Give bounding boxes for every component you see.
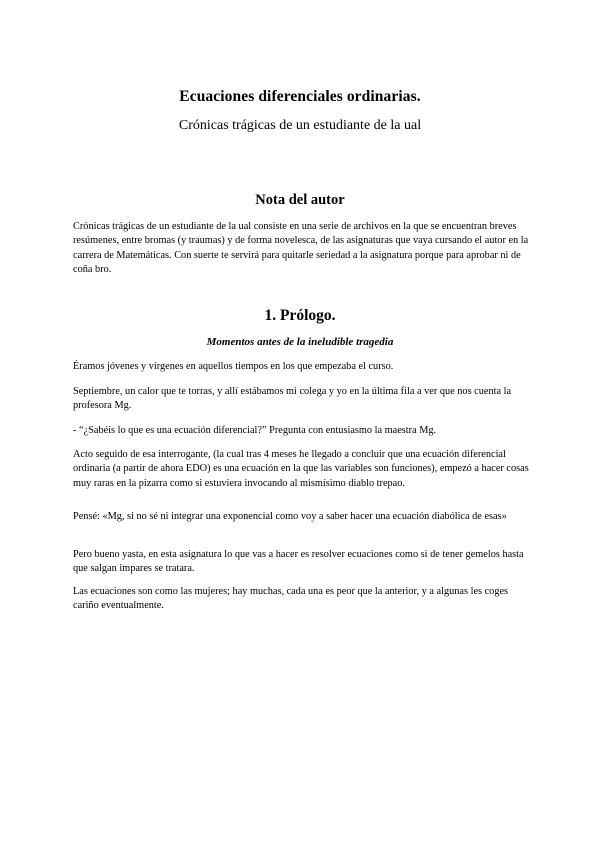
chapter-paragraph: Éramos jóvenes y vírgenes en aquellos tiempos en los que empezaba el curso. <box>73 361 394 372</box>
author-note-heading: Nota del autor <box>255 192 345 208</box>
author-note-paragraph: Crónicas trágicas de un estudiante de la ual consiste en una serie de archivos en la que se encuentran breves resúmenes, entre bromas (y traumas) y de forma novelesca, de las asignaturas que vaya cursando el autor en la carrera de Matemáticas. Con suerte te servirá para quitarle seriedad a la asignatura porque para aprobar ni de coña bro. <box>73 221 529 275</box>
chapter-paragraph: - “¿Sabéis lo que es una ecuación diferencial?” Pregunta con entusiasmo la maestra Mg. <box>73 425 437 436</box>
chapter-heading <box>0 307 600 325</box>
chapter-paragraph: Septiembre, un calor que te torras, y allí estábamos mi colega y yo en la última fila a ver que nos cuenta la profesora Mg. <box>73 386 512 412</box>
document-title: Ecuaciones diferenciales ordinarias. <box>179 88 421 105</box>
chapter-subtitle: Momentos antes de la ineludible tragedia <box>206 336 394 348</box>
chapter-paragraph: Pensé: «Mg, si no sé ni integrar una exponencial como voy a saber hacer una ecuación diabólica de esas» <box>73 511 507 522</box>
chapter-paragraph: Pero bueno yasta, en esta asignatura lo que vas a hacer es resolver ecuaciones como si de tener gemelos hasta que salgan impares se tratara. <box>73 549 524 575</box>
chapter-heading-text: 1. Prólogo. <box>264 307 336 324</box>
chapter-paragraph: Acto seguido de esa interrogante, (la cual tras 4 meses he llegado a concluir que una ecuación diferencial ordinaria (a partir de ahora EDO) es una ecuación en la que las variables son funciones), empezó a hacer cosas muy raras en la pizarra como si estuviera invocando al mismísimo diablo trepao. <box>73 449 529 489</box>
document-subtitle: Crónicas trágicas de un estudiante de la ual <box>178 118 422 133</box>
chapter-paragraph: Las ecuaciones son como las mujeres; hay muchas, cada una es peor que la anterior, y a algunas les coges cariño eventualmente. <box>73 586 509 612</box>
